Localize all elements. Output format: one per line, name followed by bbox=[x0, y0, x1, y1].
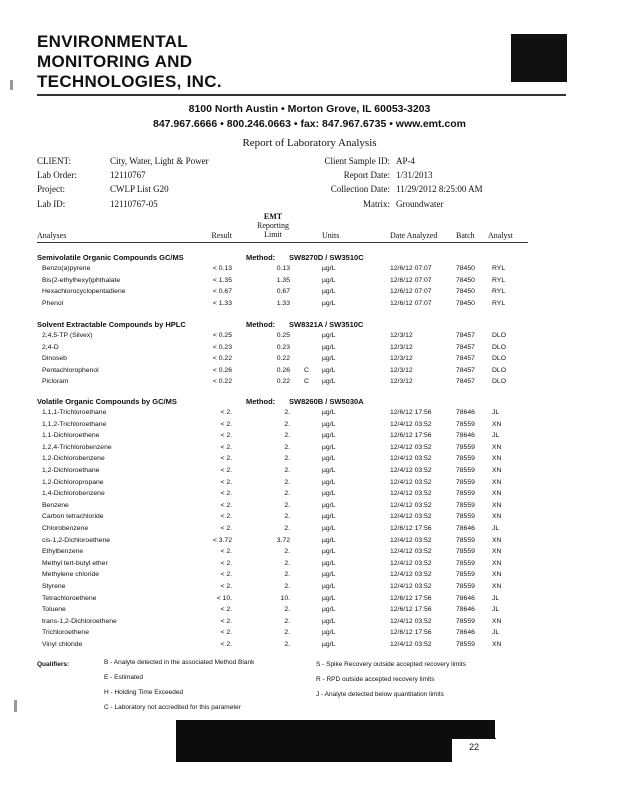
qualifier-flag: C bbox=[304, 378, 309, 386]
reporting-limit: 0.22 bbox=[276, 378, 290, 386]
analyst-value: XN bbox=[492, 478, 502, 486]
address-street: 8100 North Austin • Morton Grove, IL 60053-3203 bbox=[188, 103, 431, 115]
reporting-limit: 1.35 bbox=[276, 276, 290, 284]
units-value: µg/L bbox=[322, 443, 336, 451]
report-date-value: 1/31/2013 bbox=[396, 170, 433, 180]
result-value: < 2. bbox=[220, 443, 232, 451]
reporting-limit: 2. bbox=[284, 641, 290, 648]
units-value: µg/L bbox=[322, 501, 336, 509]
analyte-name: Ethylbenzene bbox=[42, 548, 84, 556]
reporting-limit: 0.13 bbox=[276, 265, 290, 272]
batch-value: 78559 bbox=[456, 467, 475, 474]
units-value: µg/L bbox=[322, 617, 336, 625]
lab-order-value: 12110767 bbox=[110, 170, 146, 180]
reporting-limit: 2. bbox=[284, 467, 290, 474]
batch-value: 78559 bbox=[456, 559, 475, 567]
batch-value: 78457 bbox=[456, 332, 475, 339]
analyst-value: JL bbox=[492, 606, 500, 614]
date-analyzed: 12/4/12 03:52 bbox=[390, 478, 432, 486]
result-value: < 10. bbox=[216, 594, 232, 602]
result-value: < 2. bbox=[220, 490, 232, 498]
scan-speck bbox=[10, 80, 13, 90]
report-title: Report of Laboratory Analysis bbox=[242, 137, 377, 149]
date-analyzed: 12/6/12 17:56 bbox=[390, 606, 432, 614]
reporting-limit: 2. bbox=[284, 513, 290, 521]
result-value: < 2. bbox=[220, 571, 232, 579]
units-value: µg/L bbox=[322, 288, 336, 296]
date-analyzed: 12/6/12 07:07 bbox=[390, 276, 432, 284]
date-analyzed: 12/4/12 03:52 bbox=[390, 583, 432, 590]
reporting-limit: 2. bbox=[284, 420, 290, 428]
analyst-value: XN bbox=[492, 583, 502, 590]
analyst-value: XN bbox=[492, 548, 502, 556]
batch-value: 78450 bbox=[456, 276, 475, 284]
column-limit: Limit bbox=[264, 230, 282, 239]
table-row bbox=[0, 355, 619, 366]
analyst-value: RYL bbox=[492, 276, 506, 284]
client-label: CLIENT: bbox=[37, 156, 72, 166]
lab-order-label: Lab Order: bbox=[37, 170, 77, 180]
units-value: µg/L bbox=[322, 366, 336, 374]
analyst-value: JL bbox=[492, 432, 500, 440]
batch-value: 78457 bbox=[456, 378, 475, 386]
analyst-value: XN bbox=[492, 443, 502, 451]
analyte-name: Methyl tert-butyl ether bbox=[42, 559, 108, 567]
units-value: µg/L bbox=[322, 420, 336, 428]
result-value: < 0.23 bbox=[212, 343, 232, 351]
table-row bbox=[0, 490, 619, 501]
analyte-name: Hexachlorocyclopentadiene bbox=[42, 288, 126, 296]
analyst-value: RYL bbox=[492, 288, 506, 296]
analyte-name: Vinyl chloride bbox=[42, 641, 83, 648]
table-row bbox=[0, 444, 619, 455]
table-row bbox=[0, 277, 619, 288]
table-row bbox=[0, 583, 619, 594]
reporting-limit: 2. bbox=[284, 606, 290, 614]
table-row bbox=[0, 548, 619, 559]
sample-id-label: Client Sample ID: bbox=[324, 156, 390, 166]
table-row bbox=[0, 265, 619, 276]
date-analyzed: 12/3/12 bbox=[390, 366, 413, 374]
analyst-value: XN bbox=[492, 455, 502, 463]
reporting-limit: 0.67 bbox=[276, 288, 290, 296]
analyte-name: 1,2-Dichloropropane bbox=[42, 478, 104, 486]
table-row bbox=[0, 300, 619, 311]
analyte-name: 1,1-Dichloroethene bbox=[42, 432, 100, 440]
company-name bbox=[37, 32, 222, 92]
result-value: < 0.22 bbox=[212, 355, 232, 363]
analyte-name: 1,2-Dichloroethane bbox=[42, 467, 100, 474]
analyte-name: Styrene bbox=[42, 583, 66, 590]
section-method: SW8321A / SW3510C bbox=[289, 320, 364, 329]
column-batch: Batch bbox=[456, 231, 475, 240]
analyte-name: Bis(2-ethylhexyl)phthalate bbox=[42, 276, 121, 284]
table-row bbox=[0, 641, 619, 652]
reporting-limit: 2. bbox=[284, 571, 290, 579]
table-row bbox=[0, 502, 619, 513]
date-analyzed: 12/4/12 03:52 bbox=[390, 420, 432, 428]
date-analyzed: 12/4/12 03:52 bbox=[390, 617, 432, 625]
units-value: µg/L bbox=[322, 265, 336, 272]
batch-value: 78457 bbox=[456, 366, 475, 374]
logo-block bbox=[511, 34, 567, 82]
column-result: Result bbox=[211, 231, 232, 240]
reporting-limit: 2. bbox=[284, 455, 290, 463]
column-analyst: Analyst bbox=[488, 231, 513, 240]
reporting-limit: 0.26 bbox=[276, 366, 290, 374]
analyst-value: XN bbox=[492, 617, 502, 625]
units-value: µg/L bbox=[322, 583, 336, 590]
reporting-limit: 3.72 bbox=[276, 536, 290, 544]
units-value: µg/L bbox=[322, 559, 336, 567]
units-value: µg/L bbox=[322, 467, 336, 474]
units-value: µg/L bbox=[322, 629, 336, 637]
batch-value: 78559 bbox=[456, 478, 475, 486]
analyst-value: XN bbox=[492, 490, 502, 498]
batch-value: 78559 bbox=[456, 455, 475, 463]
table-row bbox=[0, 595, 619, 606]
table-row bbox=[0, 606, 619, 617]
analyst-value: XN bbox=[492, 559, 502, 567]
analyte-name: Toluene bbox=[42, 606, 66, 614]
analyst-value: RYL bbox=[492, 299, 506, 307]
collection-date-value: 11/29/2012 8:25:00 AM bbox=[396, 184, 483, 194]
analyte-name: 1,4-Dichlorobenzene bbox=[42, 490, 105, 498]
result-value: < 2. bbox=[220, 455, 232, 463]
qualifier-h: H - Holding Time Exceeded bbox=[104, 689, 184, 696]
analyst-value: RYL bbox=[492, 265, 506, 272]
analyst-value: DLO bbox=[492, 378, 506, 386]
company-name-line-3: TECHNOLOGIES, INC. bbox=[37, 72, 222, 91]
batch-value: 78559 bbox=[456, 536, 475, 544]
result-value: < 2. bbox=[220, 548, 232, 556]
result-value: < 2. bbox=[220, 467, 232, 474]
table-row bbox=[0, 618, 619, 629]
batch-value: 78646 bbox=[456, 629, 475, 637]
date-analyzed: 12/3/12 bbox=[390, 332, 413, 339]
section-method: SW8260B / SW5030A bbox=[289, 397, 364, 406]
lab-id-value: 12110767-05 bbox=[110, 199, 158, 209]
batch-value: 78646 bbox=[456, 606, 475, 614]
qualifier-flag: C bbox=[304, 366, 309, 374]
date-analyzed: 12/4/12 03:52 bbox=[390, 443, 432, 451]
units-value: µg/L bbox=[322, 343, 336, 351]
units-value: µg/L bbox=[322, 548, 336, 556]
batch-value: 78559 bbox=[456, 641, 475, 648]
units-value: µg/L bbox=[322, 378, 336, 386]
date-analyzed: 12/6/12 07:07 bbox=[390, 265, 432, 272]
analyte-name: Picloram bbox=[42, 378, 69, 386]
reporting-limit: 2. bbox=[284, 443, 290, 451]
batch-value: 78559 bbox=[456, 501, 475, 509]
reporting-limit: 0.23 bbox=[276, 343, 290, 351]
result-value: < 0.22 bbox=[212, 378, 232, 386]
units-value: µg/L bbox=[322, 478, 336, 486]
reporting-limit: 2. bbox=[284, 490, 290, 498]
batch-value: 78559 bbox=[456, 571, 475, 579]
qualifier-r: R - RPD outside accepted recovery limits bbox=[316, 676, 435, 683]
analyst-value: DLO bbox=[492, 343, 506, 351]
result-value: < 2. bbox=[220, 432, 232, 440]
date-analyzed: 12/4/12 03:52 bbox=[390, 513, 432, 521]
analyst-value: XN bbox=[492, 536, 502, 544]
analyst-value: JL bbox=[492, 594, 500, 602]
result-value: < 2. bbox=[220, 606, 232, 614]
table-row bbox=[0, 455, 619, 466]
result-value: < 2. bbox=[220, 420, 232, 428]
batch-value: 78559 bbox=[456, 513, 475, 521]
batch-value: 78559 bbox=[456, 617, 475, 625]
batch-value: 78457 bbox=[456, 355, 475, 363]
reporting-limit: 2. bbox=[284, 617, 290, 625]
analyte-name: cis-1,2-Dichloroethene bbox=[42, 536, 111, 544]
date-analyzed: 12/4/12 03:52 bbox=[390, 536, 432, 544]
date-analyzed: 12/4/12 03:52 bbox=[390, 467, 432, 474]
table-row bbox=[0, 479, 619, 490]
section-method-label: Method: bbox=[246, 320, 276, 329]
analyst-value: XN bbox=[492, 467, 502, 474]
column-header-rule bbox=[37, 242, 528, 243]
batch-value: 78646 bbox=[456, 432, 475, 440]
lab-id-label: Lab ID: bbox=[37, 199, 66, 209]
qualifier-s: S - Spike Recovery outside accepted recovery limits bbox=[316, 661, 466, 668]
units-value: µg/L bbox=[322, 490, 336, 498]
result-value: < 2. bbox=[220, 641, 232, 648]
table-row bbox=[0, 525, 619, 536]
units-value: µg/L bbox=[322, 432, 336, 440]
table-row bbox=[0, 288, 619, 299]
analyst-value: JL bbox=[492, 629, 500, 637]
units-value: µg/L bbox=[322, 641, 336, 648]
table-row bbox=[0, 560, 619, 571]
analyte-name: Trichloroethene bbox=[42, 629, 89, 637]
result-value: < 2. bbox=[220, 513, 232, 521]
section-title: Solvent Extractable Compounds by HPLC bbox=[37, 320, 186, 329]
table-row bbox=[0, 344, 619, 355]
qualifier-b: B - Analyte detected in the associated Method Blank bbox=[104, 659, 255, 666]
analyte-name: Carbon tetrachloride bbox=[42, 513, 104, 521]
result-value: < 0.25 bbox=[212, 332, 232, 339]
address-contact: 847.967.6666 • 800.246.0663 • fax: 847.967.6735 • www.emt.com bbox=[152, 118, 467, 130]
table-row bbox=[0, 513, 619, 524]
date-analyzed: 12/6/12 17:56 bbox=[390, 629, 432, 637]
analyte-name: 1,2,4-Trichlorobenzene bbox=[42, 443, 112, 451]
matrix-value: Groundwater bbox=[396, 199, 444, 209]
reporting-limit: 2. bbox=[284, 525, 290, 532]
company-name-line-2: MONITORING AND bbox=[37, 52, 193, 71]
units-value: µg/L bbox=[322, 594, 336, 602]
table-row bbox=[0, 467, 619, 478]
analyst-value: XN bbox=[492, 641, 502, 648]
section-method: SW8270D / SW3510C bbox=[289, 253, 364, 262]
reporting-limit: 2. bbox=[284, 501, 290, 509]
units-value: µg/L bbox=[322, 299, 336, 307]
analyte-name: Pentachlorophenol bbox=[42, 366, 99, 374]
batch-value: 78559 bbox=[456, 420, 475, 428]
analyst-value: DLO bbox=[492, 366, 506, 374]
result-value: < 2. bbox=[220, 629, 232, 637]
batch-value: 78559 bbox=[456, 548, 475, 556]
analyte-name: Chlorobenzene bbox=[42, 525, 89, 532]
column-emt: EMT bbox=[263, 212, 283, 221]
analyte-name: trans-1,2-Dichloroethene bbox=[42, 617, 117, 625]
result-value: < 2. bbox=[220, 583, 232, 590]
client-value: City, Water, Light & Power bbox=[110, 156, 209, 166]
analyte-name: Methylene chloride bbox=[42, 571, 100, 579]
company-name-line-1: ENVIRONMENTAL bbox=[37, 32, 188, 51]
date-analyzed: 12/6/12 07:07 bbox=[390, 299, 432, 307]
project-label: Project: bbox=[37, 184, 65, 194]
reporting-limit: 2. bbox=[284, 559, 290, 567]
collection-date-label: Collection Date: bbox=[330, 184, 390, 194]
result-value: < 2. bbox=[220, 478, 232, 486]
reporting-limit: 2. bbox=[284, 548, 290, 556]
units-value: µg/L bbox=[322, 409, 336, 416]
sample-id-value: AP-4 bbox=[396, 156, 416, 166]
analyte-name: 2,4,5-TP (Silvex) bbox=[42, 332, 93, 339]
date-analyzed: 12/3/12 bbox=[390, 355, 413, 363]
result-value: < 3.72 bbox=[212, 536, 232, 544]
batch-value: 78450 bbox=[456, 299, 475, 307]
qualifier-c: C - Laboratory not accredited for this parameter bbox=[104, 704, 241, 711]
units-value: µg/L bbox=[322, 606, 336, 614]
qualifiers-label: Qualifiers: bbox=[37, 661, 70, 668]
result-value: < 2. bbox=[220, 409, 232, 416]
analyst-value: XN bbox=[492, 501, 502, 509]
date-analyzed: 12/4/12 03:52 bbox=[390, 571, 432, 579]
date-analyzed: 12/6/12 07:07 bbox=[390, 288, 432, 296]
analyst-value: XN bbox=[492, 513, 502, 521]
analyst-value: DLO bbox=[492, 332, 506, 339]
units-value: µg/L bbox=[322, 513, 336, 521]
result-value: < 1.35 bbox=[212, 276, 232, 284]
batch-value: 78646 bbox=[456, 409, 475, 416]
date-analyzed: 12/6/12 17:56 bbox=[390, 594, 432, 602]
result-value: < 0.67 bbox=[212, 288, 232, 296]
result-value: < 2. bbox=[220, 501, 232, 509]
units-value: µg/L bbox=[322, 536, 336, 544]
analyst-value: JL bbox=[492, 409, 500, 416]
result-value: < 0.26 bbox=[212, 366, 232, 374]
table-row bbox=[0, 332, 619, 343]
reporting-limit: 0.22 bbox=[276, 355, 290, 363]
batch-value: 78457 bbox=[456, 343, 475, 351]
footer-bar bbox=[176, 720, 495, 762]
batch-value: 78559 bbox=[456, 583, 475, 590]
analyst-value: XN bbox=[492, 571, 502, 579]
page-number: 22 bbox=[468, 742, 479, 752]
analyst-value: XN bbox=[492, 420, 502, 428]
column-reporting: Reporting bbox=[257, 221, 289, 230]
column-analyses: Analyses bbox=[37, 231, 67, 240]
analyte-name: 1,1,1-Trichloroethane bbox=[42, 409, 107, 416]
date-analyzed: 12/6/12 17:56 bbox=[390, 432, 432, 440]
units-value: µg/L bbox=[322, 355, 336, 363]
units-value: µg/L bbox=[322, 332, 336, 339]
column-reporting-limit bbox=[243, 212, 303, 239]
batch-value: 78450 bbox=[456, 288, 475, 296]
analyte-name: Benzene bbox=[42, 501, 69, 509]
analyte-name: 2,4-D bbox=[42, 343, 59, 351]
date-analyzed: 12/3/12 bbox=[390, 343, 413, 351]
date-analyzed: 12/4/12 03:52 bbox=[390, 641, 432, 648]
section-title: Semivolatile Organic Compounds GC/MS bbox=[37, 253, 184, 262]
scan-speck bbox=[14, 700, 17, 712]
analyte-name: Tetrachloroethene bbox=[42, 594, 97, 602]
analyte-name: Benzo(a)pyrene bbox=[42, 265, 91, 272]
batch-value: 78559 bbox=[456, 443, 475, 451]
qualifier-e: E - Estimated bbox=[104, 674, 144, 681]
batch-value: 78450 bbox=[456, 265, 475, 272]
table-row bbox=[0, 421, 619, 432]
date-analyzed: 12/4/12 03:52 bbox=[390, 548, 432, 556]
analyte-name: 1,2-Dichlorobenzene bbox=[42, 455, 105, 463]
analyst-value: DLO bbox=[492, 355, 506, 363]
date-analyzed: 12/6/12 17:56 bbox=[390, 409, 432, 416]
section-method-label: Method: bbox=[246, 253, 276, 262]
date-analyzed: 12/4/12 03:52 bbox=[390, 559, 432, 567]
date-analyzed: 12/4/12 03:52 bbox=[390, 490, 432, 498]
reporting-limit: 1.33 bbox=[276, 299, 290, 307]
batch-value: 78559 bbox=[456, 490, 475, 498]
batch-value: 78646 bbox=[456, 594, 475, 602]
table-row bbox=[0, 432, 619, 443]
result-value: < 2. bbox=[220, 617, 232, 625]
analyte-name: Dinoseb bbox=[42, 355, 67, 363]
reporting-limit: 2. bbox=[284, 478, 290, 486]
reporting-limit: 2. bbox=[284, 432, 290, 440]
table-row bbox=[0, 409, 619, 420]
units-value: µg/L bbox=[322, 276, 336, 284]
units-value: µg/L bbox=[322, 571, 336, 579]
batch-value: 78646 bbox=[456, 525, 475, 532]
result-value: < 1.33 bbox=[212, 299, 232, 307]
date-analyzed: 12/3/12 bbox=[390, 378, 413, 386]
date-analyzed: 12/4/12 03:52 bbox=[390, 501, 432, 509]
table-row bbox=[0, 378, 619, 389]
table-row bbox=[0, 537, 619, 548]
result-value: < 2. bbox=[220, 559, 232, 567]
analyte-name: Phenol bbox=[42, 299, 64, 307]
date-analyzed: 12/4/12 03:52 bbox=[390, 455, 432, 463]
date-analyzed: 12/6/12 17:56 bbox=[390, 525, 432, 532]
project-value: CWLP List G20 bbox=[110, 184, 169, 194]
result-value: < 0.13 bbox=[212, 265, 232, 272]
units-value: µg/L bbox=[322, 525, 336, 532]
table-row bbox=[0, 367, 619, 378]
reporting-limit: 10. bbox=[280, 594, 290, 602]
header-rule bbox=[37, 94, 566, 96]
reporting-limit: 0.25 bbox=[276, 332, 290, 339]
section-title: Volatile Organic Compounds by GC/MS bbox=[37, 397, 177, 406]
column-units: Units bbox=[322, 231, 340, 240]
matrix-label: Matrix: bbox=[363, 199, 390, 209]
analyst-value: JL bbox=[492, 525, 500, 532]
table-row bbox=[0, 629, 619, 640]
units-value: µg/L bbox=[322, 455, 336, 463]
table-row bbox=[0, 571, 619, 582]
reporting-limit: 2. bbox=[284, 629, 290, 637]
qualifier-j: J - Analyte detected below quantitation limits bbox=[316, 691, 444, 698]
report-date-label: Report Date: bbox=[343, 170, 390, 180]
result-value: < 2. bbox=[220, 525, 232, 532]
column-date-analyzed: Date Analyzed bbox=[390, 231, 438, 240]
section-method-label: Method: bbox=[246, 397, 276, 406]
reporting-limit: 2. bbox=[284, 409, 290, 416]
reporting-limit: 2. bbox=[284, 583, 290, 590]
analyte-name: 1,1,2-Trichloroethane bbox=[42, 420, 107, 428]
